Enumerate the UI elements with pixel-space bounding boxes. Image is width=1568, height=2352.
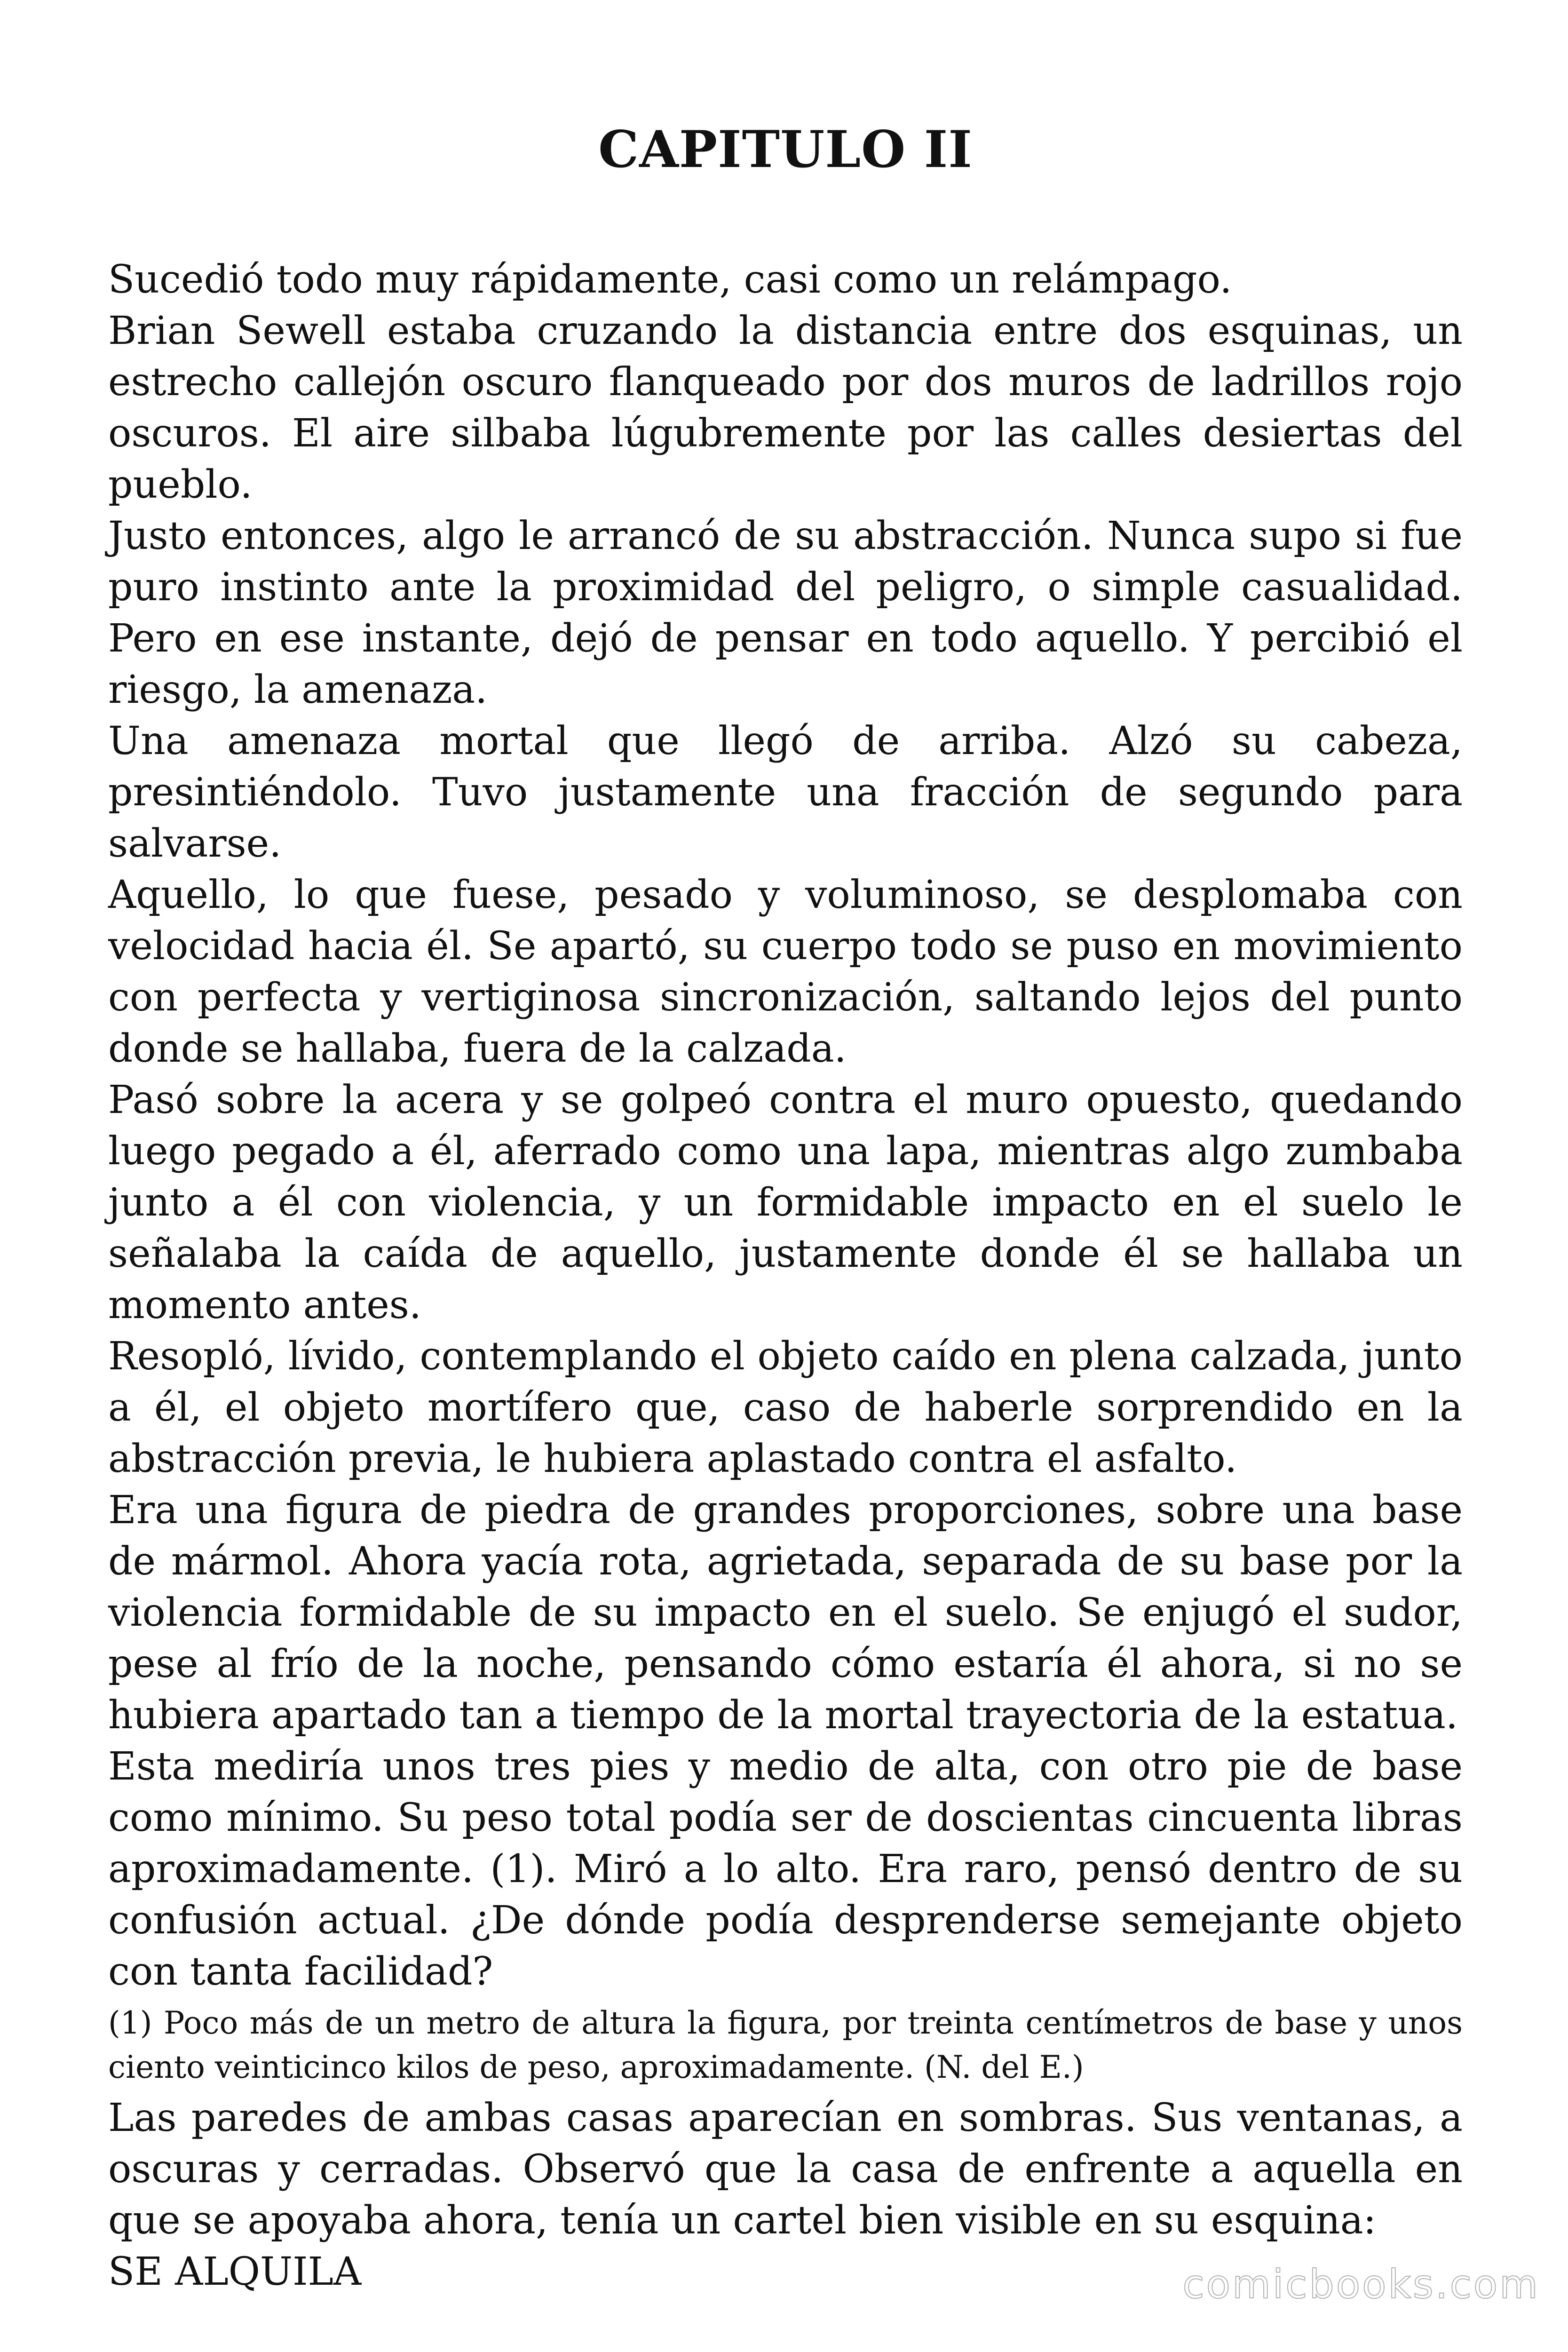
paragraph: Pasó sobre la acera y se golpeó contra el muro opuesto, quedando luego pegado a él, aferrado como una lapa, mientras algo zumbaba junto a él con violencia, y un formidable impacto en el suelo le señalaba la caída de aquello, justamente donde él se hallaba un momento antes. [108,1078,1463,1327]
watermark: comicbooks.com [1182,2261,1540,2307]
paragraph: Justo entonces, algo le arrancó de su abstracción. Nunca supo si fue puro instinto ante la proximidad del peligro, o simple casualidad. Pero en ese instante, dejó de pensar en todo aquello. Y percibió el riesgo, la amenaza. [108,514,1463,712]
paragraph: Esta mediría unos tres pies y medio de alta, con otro pie de base como mínimo. Su peso total podía ser de doscientas cincuenta libras aproximadamente. (1). Miró a lo alto. Era raro, pensó dentro de su confusión actual. ¿De dónde podía desprenderse semejante objeto con tanta facilidad? [108,1744,1463,1994]
book-page [108,0,1463,2352]
sign-text: SE ALQUILA [108,2249,362,2294]
paragraph: Una amenaza mortal que llegó de arriba. Alzó su cabeza, presintiéndolo. Tuvo justamente una fracción de segundo para salvarse. [108,719,1463,866]
paragraph: Aquello, lo que fuese, pesado y voluminoso, se desplomaba con velocidad hacia él. Se apartó, su cuerpo todo se puso en movimiento con perfecta y vertiginosa sincronización, saltando lejos del punto donde se hallaba, fuera de la calzada. [108,873,1463,1071]
chapter-title: CAPITULO II [598,120,973,179]
paragraph: Las paredes de ambas casas aparecían en sombras. Sus ventanas, a oscuras y cerradas. Observó que la casa de enfrente a aquella en que se apoyaba ahora, tenía un cartel bien visible en su esquina: [108,2096,1463,2243]
paragraph: Resopló, lívido, contemplando el objeto caído en plena calzada, junto a él, el objeto mortífero que, caso de haberle sorprendido en la abstracción previa, le hubiera aplastado contra el asfalto. [108,1334,1463,1481]
paragraph: Era una figura de piedra de grandes proporciones, sobre una base de mármol. Ahora yacía rota, agrietada, separada de su base por la violencia formidable de su impacto en el suelo. Se enjugó el sudor, pese al frío de la noche, pensando cómo estaría él ahora, si no se hubiera apartado tan a tiempo de la mortal trayectoria de la estatua. [108,1488,1463,1738]
chapter-body [108,254,1463,2297]
paragraph: Sucedió todo muy rápidamente, casi como un relámpago. [108,257,1232,302]
paragraph: Brian Sewell estaba cruzando la distancia entre dos esquinas, un estrecho callejón oscuro flanqueado por dos muros de ladrillos rojo oscuros. El aire silbaba lúgubremente por las calles desiertas del pueblo. [108,309,1463,507]
footnote: (1) Poco más de un metro de altura la figura, por treinta centímetros de base y unos ciento veinticinco kilos de peso, aproximadamente. (N. del E.) [108,2005,1463,2085]
